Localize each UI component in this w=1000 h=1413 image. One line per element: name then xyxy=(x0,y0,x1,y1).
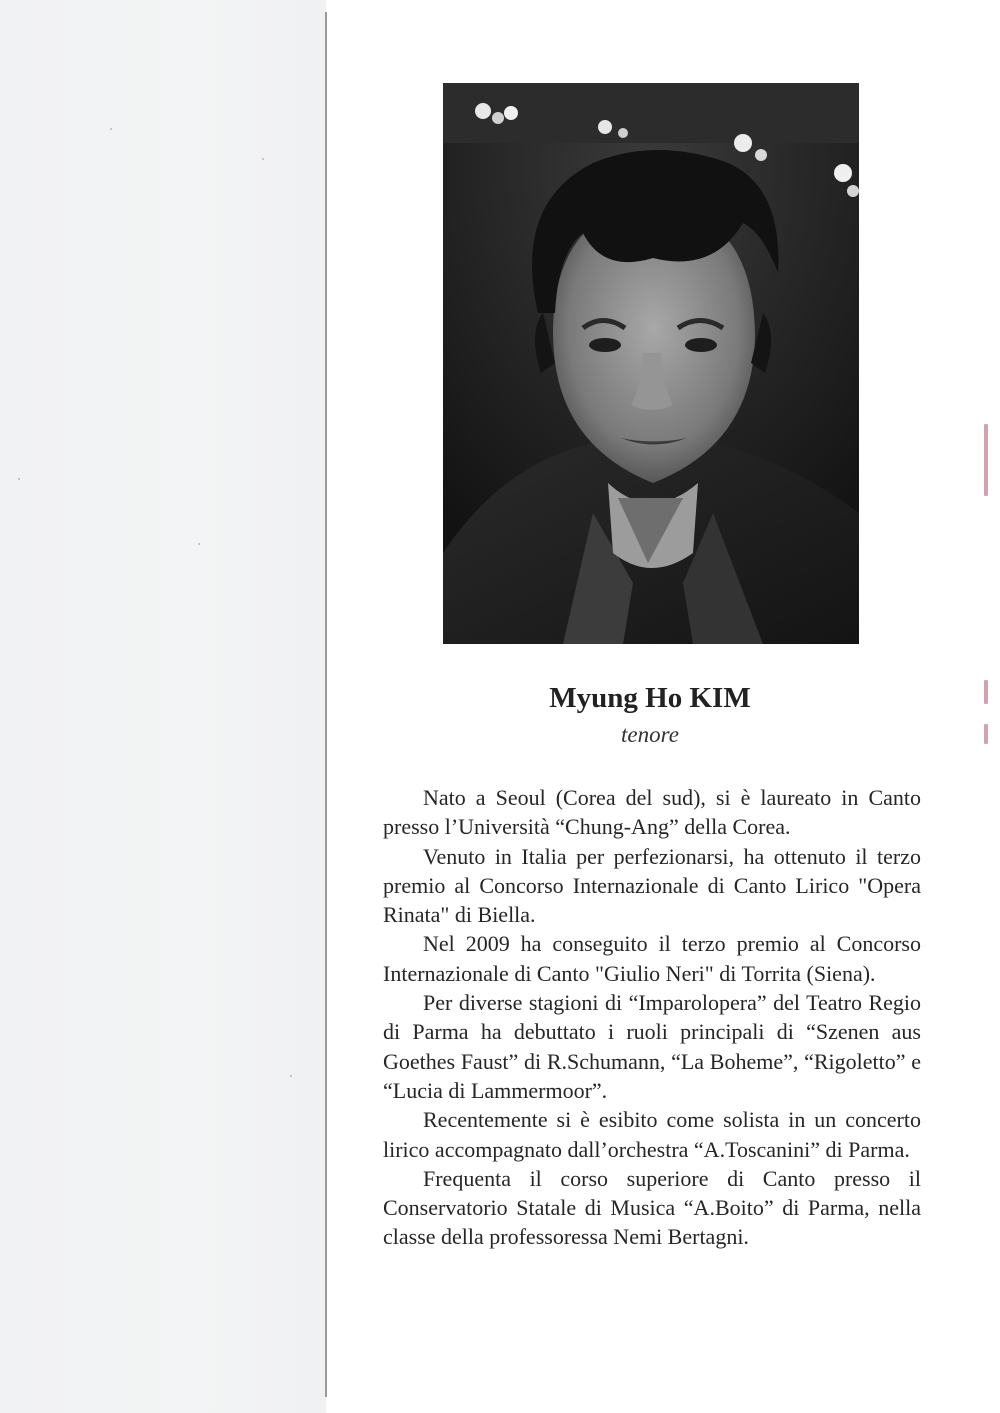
bio-paragraph: Per diverse stagioni di “Imparolopera” del Teatro Regio di Parma ha debuttato i ruoli principali di “Szenen aus Goethes Faust” di R.Schumann, “La Boheme”, “Rigoletto” e “Lucia di Lammermoor”. xyxy=(383,990,921,1103)
portrait-photo xyxy=(443,83,859,644)
edge-mark xyxy=(984,680,988,704)
bio-paragraph: Venuto in Italia per perfezionarsi, ha ottenuto il terzo premio al Concorso Internazionale di Canto Lirico "Opera Rinata" di Biella. xyxy=(383,843,921,928)
artist-role: tenore xyxy=(621,722,679,747)
bio-paragraph: Recentemente si è esibito come solista in un concerto lirico accompagnato dall’orchestra “A.Toscanini” di Parma. xyxy=(383,1107,921,1162)
portrait-photo-icon xyxy=(443,83,859,644)
bio-paragraph: Nato a Seoul (Corea del sud), si è laureato in Canto presso l’Università “Chung-Ang” della Corea. xyxy=(383,785,921,840)
bio-paragraph: Nel 2009 ha conseguito il terzo premio al Concorso Internazionale di Canto "Giulio Neri" di Torrita (Siena). xyxy=(383,931,921,986)
paper-speck xyxy=(262,158,264,160)
bio-paragraph: Frequenta il corso superiore di Canto presso il Conservatorio Statale di Musica “A.Boito” di Parma, nella classe della professoressa Nemi Bertagni. xyxy=(383,1165,921,1250)
paper-speck xyxy=(290,1075,292,1077)
artist-name: Myung Ho KIM xyxy=(549,682,751,714)
paper-speck xyxy=(110,128,112,130)
biography xyxy=(383,783,921,1252)
paper-speck xyxy=(18,478,20,480)
paper-speck xyxy=(198,543,200,545)
edge-mark xyxy=(984,724,988,744)
page-fold-line xyxy=(325,12,327,1397)
edge-mark xyxy=(984,424,988,496)
left-blank-panel xyxy=(0,0,326,1413)
